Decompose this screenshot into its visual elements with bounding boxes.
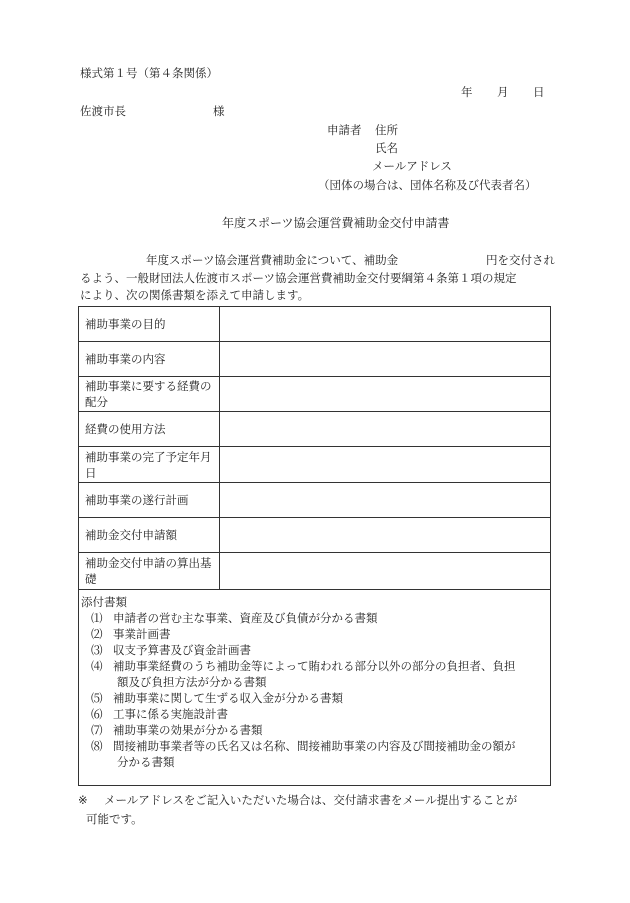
attachment-text-continued: 額及び負担方法が分かる書類 [117, 675, 267, 689]
attachment-text: 事業計画書 [113, 627, 171, 641]
row-label-requested-amount: 補助金交付申請額 [79, 518, 220, 553]
date-month-label: 月 [497, 85, 509, 99]
table-row [79, 483, 551, 518]
attachment-number: ⑴ [91, 611, 103, 625]
row-value-requested-amount[interactable] [220, 518, 551, 553]
row-value-purpose[interactable] [220, 307, 551, 342]
attachment-text: 申請者の営む主な事業、資産及び負債が分かる書類 [113, 611, 378, 625]
row-value-content[interactable] [220, 342, 551, 377]
date-day-label: 日 [533, 85, 545, 99]
row-value-expense-allocation[interactable] [220, 377, 551, 412]
application-table [78, 306, 551, 590]
row-label-content: 補助事業の内容 [79, 342, 220, 377]
row-label-calculation-basis: 補助金交付申請の算出基礎 [79, 553, 220, 590]
body-line-1b: 円を交付され [486, 253, 555, 267]
row-value-calculation-basis[interactable] [220, 553, 551, 590]
body-line-1a: 年度スポーツ協会運営費補助金について、補助金 [146, 253, 399, 267]
attachment-text: 収支予算書及び資金計画書 [113, 643, 251, 657]
applicant-email-label: メールアドレス [372, 159, 452, 173]
list-item [91, 626, 547, 642]
attachment-number: ⑹ [91, 707, 103, 721]
row-value-completion-date[interactable] [220, 447, 551, 483]
row-label-purpose: 補助事業の目的 [79, 307, 220, 342]
attachment-number: ⑸ [91, 691, 103, 705]
note-text: メールアドレスをご記入いただいた場合は、交付請求書をメール提出することが [104, 793, 518, 807]
table-row [79, 553, 551, 590]
row-label-completion-date: 補助事業の完了予定年月日 [79, 447, 220, 483]
form-number: 様式第１号（第４条関係） [80, 66, 218, 80]
footer-note [78, 791, 553, 829]
recipient-honorific: 様 [213, 104, 225, 118]
applicant-label: 申請者 [327, 123, 362, 137]
date-year-label: 年 [461, 85, 473, 99]
row-value-execution-plan[interactable] [220, 483, 551, 518]
body-line-2: るよう、一般財団法人佐渡市スポーツ協会運営費補助金交付要綱第４条第１項の規定 [80, 271, 517, 285]
attachment-number: ⑶ [91, 643, 103, 657]
attachment-text: 間接補助事業者等の氏名又は名称、間接補助事業の内容及び間接補助金の額が [113, 739, 516, 753]
applicant-group-note: （団体の場合は、団体名称及び代表者名） [318, 178, 537, 192]
row-label-execution-plan: 補助事業の遂行計画 [79, 483, 220, 518]
applicant-address-label: 住所 [375, 123, 398, 137]
attachment-number: ⑻ [91, 739, 103, 753]
list-item [91, 738, 547, 770]
list-item [91, 658, 547, 690]
table-row [79, 342, 551, 377]
document-title: 年度スポーツ協会運営費補助金交付申請書 [222, 216, 450, 230]
attachments-box [78, 589, 551, 786]
table-row [79, 307, 551, 342]
list-item [91, 690, 547, 706]
attachment-text-continued: 分かる書類 [117, 755, 175, 769]
table-row [79, 447, 551, 483]
attachment-number: ⑷ [91, 659, 103, 673]
attachments-header: 添付書類 [81, 595, 127, 609]
list-item [91, 706, 547, 722]
list-item [91, 610, 547, 626]
note-mark: ※ [78, 793, 88, 807]
attachment-text: 補助事業経費のうち補助金等によって賄われる部分以外の部分の負担者、負担 [113, 659, 516, 673]
recipient-name: 佐渡市長 [80, 104, 126, 118]
applicant-name-label: 氏名 [375, 141, 398, 155]
attachment-number: ⑺ [91, 723, 103, 737]
list-item [91, 722, 547, 738]
attachment-text: 工事に係る実施設計書 [113, 707, 228, 721]
attachment-text: 補助事業に関して生ずる収入金が分かる書類 [113, 691, 343, 705]
list-item [91, 642, 547, 658]
table-row [79, 412, 551, 447]
table-row [79, 377, 551, 412]
row-label-expense-allocation: 補助事業に要する経費の配分 [79, 377, 220, 412]
table-row [79, 518, 551, 553]
body-line-3: により、次の関係書類を添えて申請します。 [80, 288, 310, 302]
row-value-expense-usage[interactable] [220, 412, 551, 447]
footer-note-line-2: 可能です。 [86, 812, 143, 826]
row-label-expense-usage: 経費の使用方法 [79, 412, 220, 447]
attachment-number: ⑵ [91, 627, 103, 641]
footer-note-line-1 [78, 791, 553, 810]
attachment-text: 補助事業の効果が分かる書類 [113, 723, 263, 737]
